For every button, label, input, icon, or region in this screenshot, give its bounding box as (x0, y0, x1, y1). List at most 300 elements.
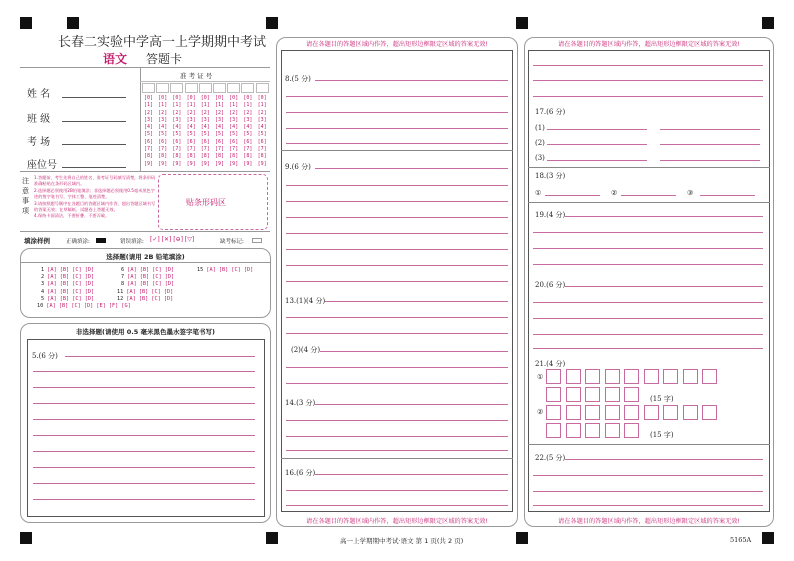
exam-id-digit-bubble[interactable]: [5] (200, 131, 210, 138)
choice-options[interactable]: [A] [B] [C] [D] [E] [F] [G] (46, 303, 131, 309)
answer-line[interactable] (533, 348, 763, 349)
exam-id-digit-bubble[interactable]: [2] (243, 109, 253, 116)
question-9-label: 9.(6 分) (285, 163, 311, 171)
exam-id-digit-bubble[interactable]: [8] (158, 153, 168, 160)
exam-id-digit-column[interactable] (170, 95, 183, 168)
answer-line[interactable] (315, 80, 508, 81)
choice-options[interactable]: [A] [B] [C] [D] (127, 274, 175, 281)
question-18-part: ① (535, 189, 542, 197)
exam-id-digit-bubble[interactable]: [5] (229, 131, 239, 138)
choice-item[interactable] (117, 296, 173, 302)
exam-id-digit-bubble[interactable]: [8] (200, 153, 210, 160)
area-warning-top: 请在各题目的答题区域内作答，超出矩形边框限定区域的答案无效! (558, 41, 740, 48)
answer-line[interactable] (286, 201, 508, 202)
answer-line[interactable] (320, 351, 508, 352)
exam-id-digit-bubble[interactable]: [4] (143, 124, 154, 131)
exam-id-digit-bubble[interactable]: [0] (143, 95, 154, 101)
exam-id-digit-bubble[interactable]: [4] (243, 124, 253, 131)
exam-id-digit-column[interactable] (256, 95, 269, 168)
choice-number: 15 (197, 267, 207, 273)
choice-number: 4 (41, 288, 48, 295)
exam-id-digit-bubble[interactable]: [9] (158, 160, 168, 167)
answer-line[interactable] (33, 467, 255, 468)
divider (281, 150, 513, 151)
answer-line[interactable] (533, 334, 763, 335)
question-21-count: (15 字) (650, 431, 674, 439)
choice-options[interactable]: [A] [B] [C] [D] (47, 288, 95, 295)
answer-line[interactable] (33, 387, 255, 388)
char-cell[interactable] (683, 405, 698, 420)
exam-id-digit-bubble[interactable]: [6] (172, 138, 182, 145)
exam-id-digit-bubble[interactable]: [2] (214, 109, 225, 116)
answer-line[interactable] (325, 301, 508, 302)
exam-id-digit-bubble[interactable]: [0] (229, 95, 239, 101)
char-cell[interactable] (683, 369, 698, 384)
exam-id-write-box[interactable] (199, 83, 212, 93)
registration-mark (516, 532, 528, 544)
choice-number: 1 (41, 267, 48, 273)
divider (528, 444, 770, 445)
exam-id-digit-column[interactable] (185, 95, 198, 168)
char-cell[interactable] (546, 405, 561, 420)
exam-id-digit-bubble[interactable]: [2] (200, 109, 210, 116)
exam-id-digit-bubble[interactable]: [8] (186, 153, 196, 160)
char-cell[interactable] (644, 369, 659, 384)
subject-label: 语文 (103, 52, 128, 66)
choice-item[interactable] (41, 296, 94, 302)
exam-id-digit-bubble[interactable]: [0] (243, 95, 253, 101)
exam-id-digit-bubble[interactable]: [2] (172, 109, 182, 116)
exam-id-digit-bubble[interactable]: [7] (214, 146, 225, 153)
exam-id-digit-bubble[interactable]: [4] (229, 124, 239, 131)
exam-id-digit-bubble[interactable]: [0] (200, 95, 210, 101)
exam-id-digit-bubble[interactable]: [6] (143, 138, 154, 145)
question-17-part: (2) (535, 139, 545, 147)
exam-id-digit-bubble[interactable]: [3] (257, 116, 267, 123)
school-title: 长春二实验中学高一上学期期中考试 (58, 35, 267, 50)
exam-id-digit-bubble[interactable]: [1] (186, 102, 196, 109)
choice-options[interactable]: [A] [B] [C] [D] (127, 281, 175, 288)
answer-line[interactable] (33, 451, 255, 452)
answer-line[interactable] (315, 168, 508, 169)
answer-line[interactable] (700, 195, 755, 196)
answer-line[interactable] (533, 80, 763, 81)
answer-line[interactable] (533, 505, 763, 506)
absent-mark-box[interactable] (252, 238, 262, 243)
answer-line[interactable] (286, 112, 508, 113)
choice-number: 8 (121, 281, 128, 288)
exam-id-write-box[interactable] (156, 83, 169, 93)
exam-id-digit-bubble[interactable]: [6] (229, 138, 239, 145)
exam-id-digit-bubble[interactable]: [7] (172, 146, 182, 153)
exam-id-digit-bubble[interactable]: [4] (186, 124, 196, 131)
answer-line[interactable] (65, 356, 255, 357)
exam-id-write-box[interactable] (213, 83, 226, 93)
divider (281, 458, 513, 459)
answer-line[interactable] (33, 371, 255, 372)
class-label: 班 级 (27, 114, 51, 125)
exam-id-digit-bubble[interactable]: [7] (243, 146, 253, 153)
exam-id-digit-bubble[interactable]: [8] (243, 153, 253, 160)
exam-id-digit-bubble[interactable]: [2] (158, 109, 168, 116)
nonchoice-box (27, 339, 265, 517)
char-cell[interactable] (546, 369, 561, 384)
exam-id-digit-bubble[interactable]: [5] (214, 131, 225, 138)
answer-line[interactable] (547, 129, 647, 130)
exam-id-digit-bubble[interactable]: [9] (186, 160, 196, 167)
exam-id-write-box[interactable] (170, 83, 183, 93)
exam-id-digit-bubble[interactable]: [6] (186, 138, 196, 145)
exam-id-digit-bubble[interactable]: [7] (186, 146, 196, 153)
answer-line[interactable] (286, 420, 508, 421)
exam-id-digit-bubble[interactable]: [9] (243, 160, 253, 167)
registration-mark (67, 17, 79, 29)
answer-line[interactable] (533, 65, 763, 66)
exam-id-digit-bubble[interactable]: [8] (172, 153, 182, 160)
choice-item[interactable] (41, 281, 94, 287)
exam-id-write-box[interactable] (241, 83, 254, 93)
exam-id-digit-bubble[interactable]: [9] (143, 160, 154, 167)
choice-options[interactable]: [A] [B] [C] [D] (47, 295, 95, 302)
answer-line[interactable] (660, 144, 760, 145)
exam-id-digit-bubble[interactable]: [6] (158, 138, 168, 145)
exam-id-digit-bubble[interactable]: [7] (158, 146, 168, 153)
seat-label: 座位号 (27, 160, 57, 171)
answer-line[interactable] (621, 195, 676, 196)
char-cell[interactable] (624, 423, 639, 438)
exam-id-digit-bubble[interactable]: [6] (243, 138, 253, 145)
char-cell[interactable] (605, 369, 620, 384)
choice-item[interactable] (41, 289, 94, 295)
exam-id-digit-bubble[interactable]: [3] (214, 116, 225, 123)
answer-line[interactable] (286, 367, 508, 368)
divider (140, 81, 270, 82)
char-cell[interactable] (566, 387, 581, 402)
exam-id-digit-column[interactable] (213, 95, 226, 168)
exam-id-digit-bubble[interactable]: [6] (257, 138, 267, 145)
answer-line[interactable] (545, 195, 600, 196)
question-19-label: 19.(4 分) (535, 211, 566, 219)
seat-field[interactable] (62, 167, 126, 168)
char-cell[interactable] (702, 369, 717, 384)
exam-id-digit-bubble[interactable]: [0] (214, 95, 225, 101)
exam-id-digit-bubble[interactable]: [8] (229, 153, 239, 160)
choice-options[interactable]: [A] [B] [C] [D] (126, 288, 174, 295)
choice-number: 5 (41, 295, 48, 302)
answer-line[interactable] (533, 96, 763, 97)
exam-id-digit-bubble[interactable]: [5] (257, 131, 267, 138)
notes-title: 注意事项 (22, 177, 29, 215)
char-cell[interactable] (585, 369, 600, 384)
answer-line[interactable] (565, 459, 763, 460)
exam-id-digit-bubble[interactable]: [4] (214, 124, 225, 131)
exam-id-digit-bubble[interactable]: [3] (186, 116, 196, 123)
choice-item[interactable] (117, 289, 173, 295)
exam-id-digit-bubble[interactable]: [4] (257, 124, 267, 131)
answer-line[interactable] (286, 249, 508, 250)
exam-id-digit-bubble[interactable]: [3] (200, 116, 210, 123)
choice-item[interactable] (121, 267, 174, 273)
answer-line[interactable] (33, 419, 255, 420)
question-17-part: (3) (535, 154, 545, 162)
answer-line[interactable] (286, 281, 508, 282)
answer-line[interactable] (33, 483, 255, 484)
answer-line[interactable] (315, 474, 508, 475)
registration-mark (266, 17, 278, 29)
char-cell[interactable] (566, 405, 581, 420)
question-13-1-label: 13.(1)(4 分) (285, 297, 326, 305)
question-18-part: ② (611, 189, 618, 197)
area-warning-bottom: 请在各题目的答题区域内作答，超出矩形边框限定区域的答案无效! (306, 518, 488, 525)
exam-id-digit-bubble[interactable]: [8] (214, 153, 225, 160)
note-item: 1.答题前，考生先将自己的姓名、准考证号码填写清楚，将条形码准确粘贴在条形码区域内。 (34, 175, 156, 187)
exam-id-digit-bubble[interactable]: [0] (186, 95, 196, 101)
answer-line[interactable] (286, 317, 508, 318)
exam-id-write-box[interactable] (227, 83, 240, 93)
exam-id-digit-bubble[interactable]: [3] (158, 116, 168, 123)
exam-id-digit-bubble[interactable]: [2] (257, 109, 267, 116)
exam-id-digit-bubble[interactable]: [3] (172, 116, 182, 123)
registration-mark (266, 532, 278, 544)
wrong-fill-label: 错误填涂: (120, 239, 144, 245)
correct-fill-sample (96, 238, 106, 243)
choice-options[interactable]: [A] [B] [C] [D] (47, 274, 95, 281)
choice-item[interactable] (121, 281, 174, 287)
exam-id-digit-bubble[interactable]: [0] (257, 95, 267, 101)
note-item: 2.选择题必须使用2B铅笔填涂；非选择题必须使用0.5毫米黑色字迹的签字笔书写，字体工整、笔迹清楚。 (34, 187, 155, 200)
exam-id-digit-bubble[interactable]: [3] (143, 116, 154, 123)
room-label: 考 场 (27, 137, 51, 148)
divider (20, 262, 271, 263)
answer-line[interactable] (286, 383, 508, 384)
registration-mark (762, 17, 774, 29)
nonchoice-title: 非选择题(请使用 0.5 毫米黑色墨水签字笔书写) (76, 328, 215, 336)
exam-id-digit-bubble[interactable]: [2] (229, 109, 239, 116)
answer-line[interactable] (286, 333, 508, 334)
exam-id-digit-bubble[interactable]: [6] (200, 138, 210, 145)
char-cell[interactable] (605, 423, 620, 438)
exam-id-digit-bubble[interactable]: [6] (214, 138, 225, 145)
exam-id-digit-bubble[interactable]: [9] (229, 160, 239, 167)
choice-item[interactable] (37, 303, 131, 309)
room-field[interactable] (62, 144, 126, 145)
char-cell[interactable] (605, 387, 620, 402)
question-21-count: (15 字) (650, 395, 674, 403)
char-cell[interactable] (663, 369, 678, 384)
answer-line[interactable] (286, 217, 508, 218)
exam-id-digit-bubble[interactable]: [9] (257, 160, 267, 167)
answer-line[interactable] (286, 505, 508, 506)
card-name: 答题卡 (146, 52, 183, 66)
answer-line[interactable] (533, 302, 763, 303)
exam-id-write-box[interactable] (185, 83, 198, 93)
answer-line[interactable] (315, 404, 508, 405)
choice-options[interactable]: [A] [B] [C] [D] (126, 295, 174, 302)
exam-id-digit-bubble[interactable]: [5] (172, 131, 182, 138)
exam-id-digit-bubble[interactable]: [1] (200, 102, 210, 109)
question-21-label: 21.(4 分) (535, 360, 566, 368)
answer-line[interactable] (33, 435, 255, 436)
question-20-label: 20.(6 分) (535, 281, 566, 289)
choice-number: 3 (41, 281, 48, 288)
notes-text (34, 175, 156, 220)
char-cell[interactable] (702, 405, 717, 420)
answer-line[interactable] (286, 233, 508, 234)
question-13-2-label: (2)(4 分) (291, 346, 321, 354)
exam-id-digit-column[interactable] (142, 95, 155, 168)
answer-line[interactable] (286, 96, 508, 97)
correct-fill-label: 正确填涂: (66, 239, 90, 245)
exam-id-digit-bubble[interactable]: [9] (172, 160, 182, 167)
registration-mark (20, 532, 32, 544)
question-17-label: 17.(6 分) (535, 108, 566, 116)
question-5-label: 5.(6 分) (32, 352, 58, 360)
choice-number: 7 (121, 274, 128, 281)
exam-id-digit-bubble[interactable]: [4] (172, 124, 182, 131)
note-item: 3.请按照题号顺序在各题目的答题区域内作答，超出答题区域书写的答案无效；在草稿纸、试题卷上答题无效。 (34, 200, 156, 213)
exam-id-digit-bubble[interactable]: [1] (243, 102, 253, 109)
exam-id-digit-bubble[interactable]: [1] (143, 102, 154, 109)
exam-id-digit-bubble[interactable]: [5] (143, 131, 154, 138)
question-18-label: 18.(3 分) (535, 172, 566, 180)
answer-line[interactable] (286, 265, 508, 266)
exam-id-digit-bubble[interactable]: [5] (243, 131, 253, 138)
divider (528, 167, 770, 168)
choice-options[interactable]: [A] [B] [C] [D] (127, 267, 175, 273)
answer-line[interactable] (565, 286, 763, 287)
exam-id-digit-bubble[interactable]: [4] (158, 124, 168, 131)
wrong-fill-samples: [✓] [✕] [⊖] [▽] (150, 236, 195, 243)
exam-id-digit-bubble[interactable]: [9] (214, 160, 225, 167)
char-cell[interactable] (566, 423, 581, 438)
exam-id-digit-bubble[interactable]: [8] (257, 153, 267, 160)
answer-line[interactable] (286, 436, 508, 437)
question-18-part: ③ (687, 189, 694, 197)
char-cell[interactable] (566, 369, 581, 384)
char-cell[interactable] (585, 387, 600, 402)
char-cell[interactable] (585, 423, 600, 438)
choice-item[interactable] (41, 274, 94, 280)
exam-id-label: 准 考 证 号 (180, 72, 213, 80)
answer-line[interactable] (533, 491, 763, 492)
choice-number: 11 (117, 288, 127, 295)
char-cell[interactable] (663, 405, 678, 420)
answer-line[interactable] (533, 475, 763, 476)
char-cell[interactable] (585, 405, 600, 420)
exam-id-digit-bubble[interactable]: [0] (158, 95, 168, 101)
answer-line[interactable] (660, 129, 760, 130)
exam-id-digit-column[interactable] (227, 95, 240, 168)
answer-line[interactable] (286, 490, 508, 491)
class-field[interactable] (62, 121, 126, 122)
question-14-label: 14.(3 分) (285, 399, 316, 407)
question-16-label: 16.(6 分) (285, 469, 316, 477)
exam-id-digit-bubble[interactable]: [1] (158, 102, 168, 109)
choice-number: 6 (121, 267, 128, 273)
registration-mark (762, 532, 774, 544)
exam-id-digit-bubble[interactable]: [7] (229, 146, 239, 153)
exam-id-digit-bubble[interactable]: [1] (229, 102, 239, 109)
char-cell[interactable] (546, 423, 561, 438)
exam-id-digit-bubble[interactable]: [7] (143, 146, 154, 153)
exam-id-digit-column[interactable] (241, 95, 254, 168)
char-cell[interactable] (605, 405, 620, 420)
page-info: 高一上学期期中考试·语文 第 1 页(共 2 页) (340, 537, 464, 545)
name-label: 姓 名 (27, 89, 51, 100)
char-cell[interactable] (644, 405, 659, 420)
fill-example-label: 填涂样例 (24, 237, 50, 245)
choice-item[interactable] (197, 267, 253, 273)
area-warning-bottom: 请在各题目的答题区域内作答，超出矩形边框限定区域的答案无效! (558, 518, 740, 525)
choice-title: 选择题(请用 2B 铅笔填涂) (106, 253, 185, 261)
answer-line[interactable] (533, 248, 763, 249)
answer-line[interactable] (565, 216, 763, 217)
exam-id-digit-bubble[interactable]: [5] (158, 131, 168, 138)
exam-id-write-box[interactable] (142, 83, 155, 93)
answer-line[interactable] (547, 144, 647, 145)
choice-number: 10 (37, 303, 47, 309)
exam-id-digit-bubble[interactable]: [3] (229, 116, 239, 123)
answer-line[interactable] (533, 318, 763, 319)
answer-line[interactable] (533, 232, 763, 233)
char-cell[interactable] (546, 387, 561, 402)
exam-id-digit-bubble[interactable]: [2] (186, 109, 196, 116)
choice-item[interactable] (41, 267, 94, 273)
question-21-part: ② (537, 408, 544, 416)
note-item: 4.保持卡面清洁，不要折叠、不要弄破。 (34, 213, 110, 219)
answer-line[interactable] (286, 143, 508, 144)
exam-id-write-box[interactable] (256, 83, 269, 93)
answer-line[interactable] (547, 160, 647, 161)
char-cell[interactable] (624, 387, 639, 402)
answer-line[interactable] (33, 499, 255, 500)
choice-options[interactable]: [A] [B] [C] [D] (47, 267, 95, 273)
choice-number: 12 (117, 295, 127, 302)
exam-id-digit-bubble[interactable]: [1] (214, 102, 225, 109)
exam-id-digit-bubble[interactable]: [7] (257, 146, 267, 153)
choice-options[interactable]: [A] [B] [C] [D] (47, 281, 95, 288)
divider (528, 202, 770, 203)
answer-line[interactable] (286, 450, 508, 451)
area-warning-top: 请在各题目的答题区域内作答，超出矩形边框限定区域的答案无效! (306, 41, 488, 48)
exam-id-digit-bubble[interactable]: [7] (200, 146, 210, 153)
exam-id-digit-bubble[interactable]: [2] (143, 109, 154, 116)
exam-id-digit-bubble[interactable]: [4] (200, 124, 210, 131)
exam-id-digit-bubble[interactable]: [5] (186, 131, 196, 138)
choice-item[interactable] (121, 274, 174, 280)
choice-options[interactable]: [A] [B] [C] [D] (206, 267, 254, 273)
exam-id-digit-bubble[interactable]: [1] (257, 102, 267, 109)
answer-line[interactable] (33, 403, 255, 404)
answer-line[interactable] (286, 128, 508, 129)
char-cell[interactable] (624, 369, 639, 384)
barcode-label: 贴条形码区 (186, 198, 226, 207)
exam-id-digit-bubble[interactable]: [1] (172, 102, 182, 109)
exam-id-digit-bubble[interactable]: [3] (243, 116, 253, 123)
exam-id-digit-bubble[interactable]: [8] (143, 153, 154, 160)
exam-id-digit-bubble[interactable]: [9] (200, 160, 210, 167)
question-21-part: ① (537, 373, 544, 381)
exam-id-digit-column[interactable] (156, 95, 169, 168)
name-field[interactable] (62, 97, 126, 98)
char-cell[interactable] (624, 405, 639, 420)
exam-id-digit-bubble[interactable]: [0] (172, 95, 182, 101)
exam-id-digit-column[interactable] (199, 95, 212, 168)
answer-line[interactable] (286, 185, 508, 186)
answer-line[interactable] (533, 264, 763, 265)
choice-number: 2 (41, 274, 48, 281)
answer-line[interactable] (660, 160, 760, 161)
